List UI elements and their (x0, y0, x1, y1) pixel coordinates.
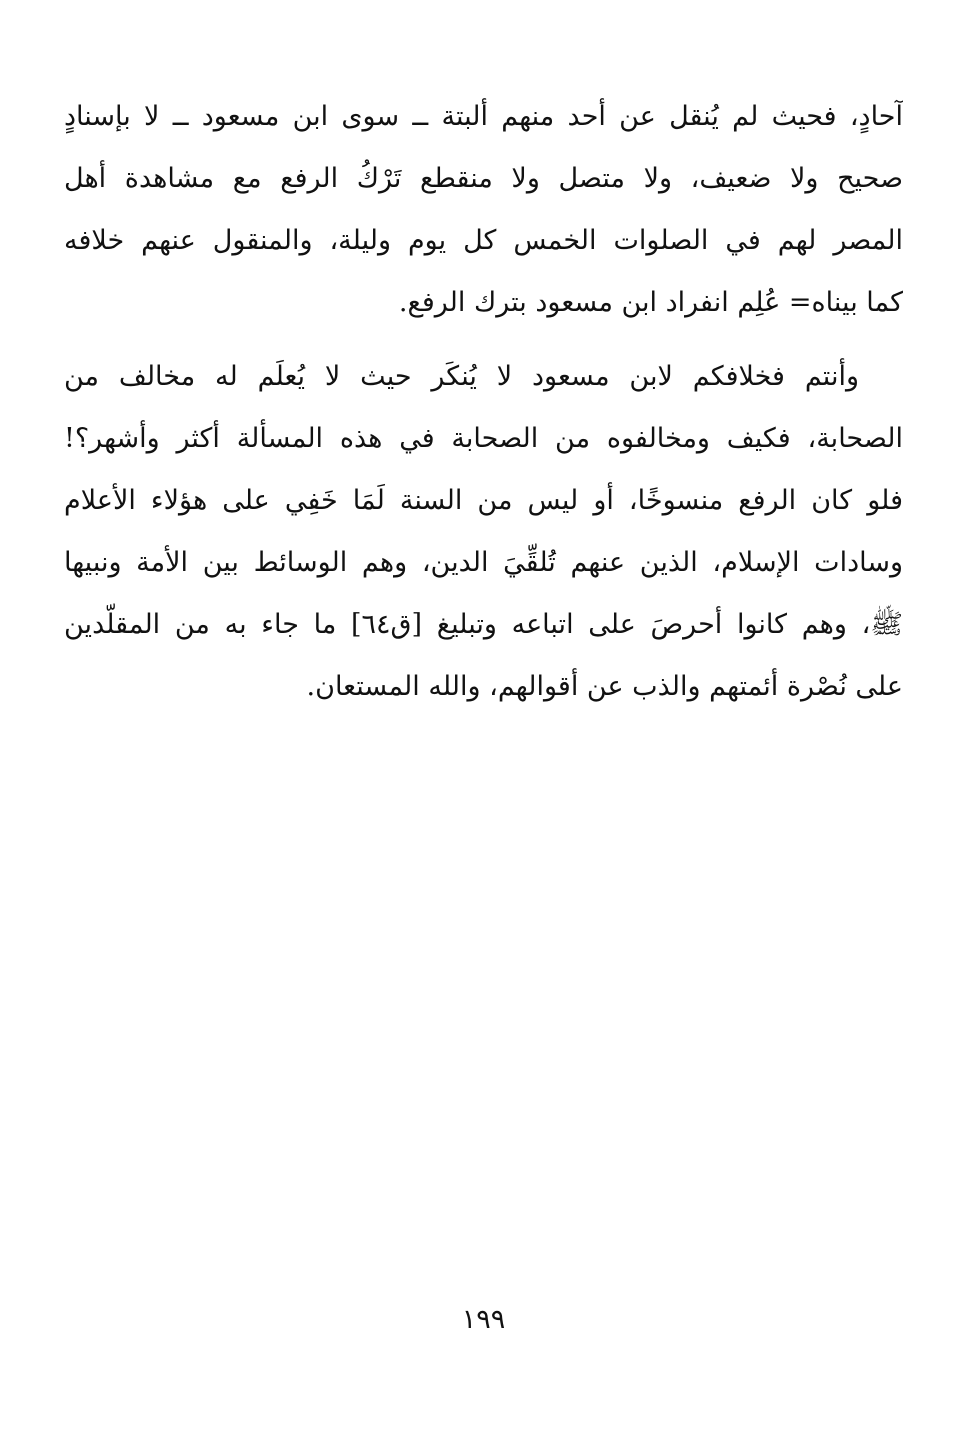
body-text (64, 86, 903, 718)
paragraph-1 (64, 86, 903, 334)
text-line: الصحابة، فكيف ومخالفوه من الصحابة في هذه المسألة أكثر وأشهر؟! (64, 423, 903, 454)
text-line: صحيح ولا ضعيف، ولا متصل ولا منقطع تَرْكُ الرفع مع مشاهدة أهل (64, 163, 903, 194)
text-line: وسادات الإسلام، الذين عنهم تُلقِّيَ الدين، وهم الوسائط بين الأمة ونبيها (64, 547, 903, 578)
paragraph-2 (64, 346, 903, 718)
text-line: وأنتم فخلافكم لابن مسعود لا يُنكَر حيث لا يُعلَم له مخالف من (64, 361, 859, 392)
text-line: المصر لهم في الصلوات الخمس كل يوم وليلة، والمنقول عنهم خلافه (64, 225, 903, 256)
text-line: ﷺ، وهم كانوا أحرصَ على اتباعه وتبليغ [ق٦٤] ما جاء به من المقلّدين (64, 609, 903, 640)
page-number: ١٩٩ (461, 1304, 506, 1335)
text-line: كما بيناه= عُلِم انفراد ابن مسعود بترك الرفع. (398, 287, 903, 318)
text-line: فلو كان الرفع منسوخًا، أو ليس من السنة لَمَا خَفِي على هؤلاء الأعلام (64, 485, 903, 516)
text-line: على نُصْرة أئمتهم والذب عن أقوالهم، والله المستعان. (306, 671, 903, 702)
text-line: آحادٍ، فحيث لم يُنقل عن أحد منهم ألبتة ــ سوى ابن مسعود ــ لا بإسنادٍ (64, 101, 903, 132)
